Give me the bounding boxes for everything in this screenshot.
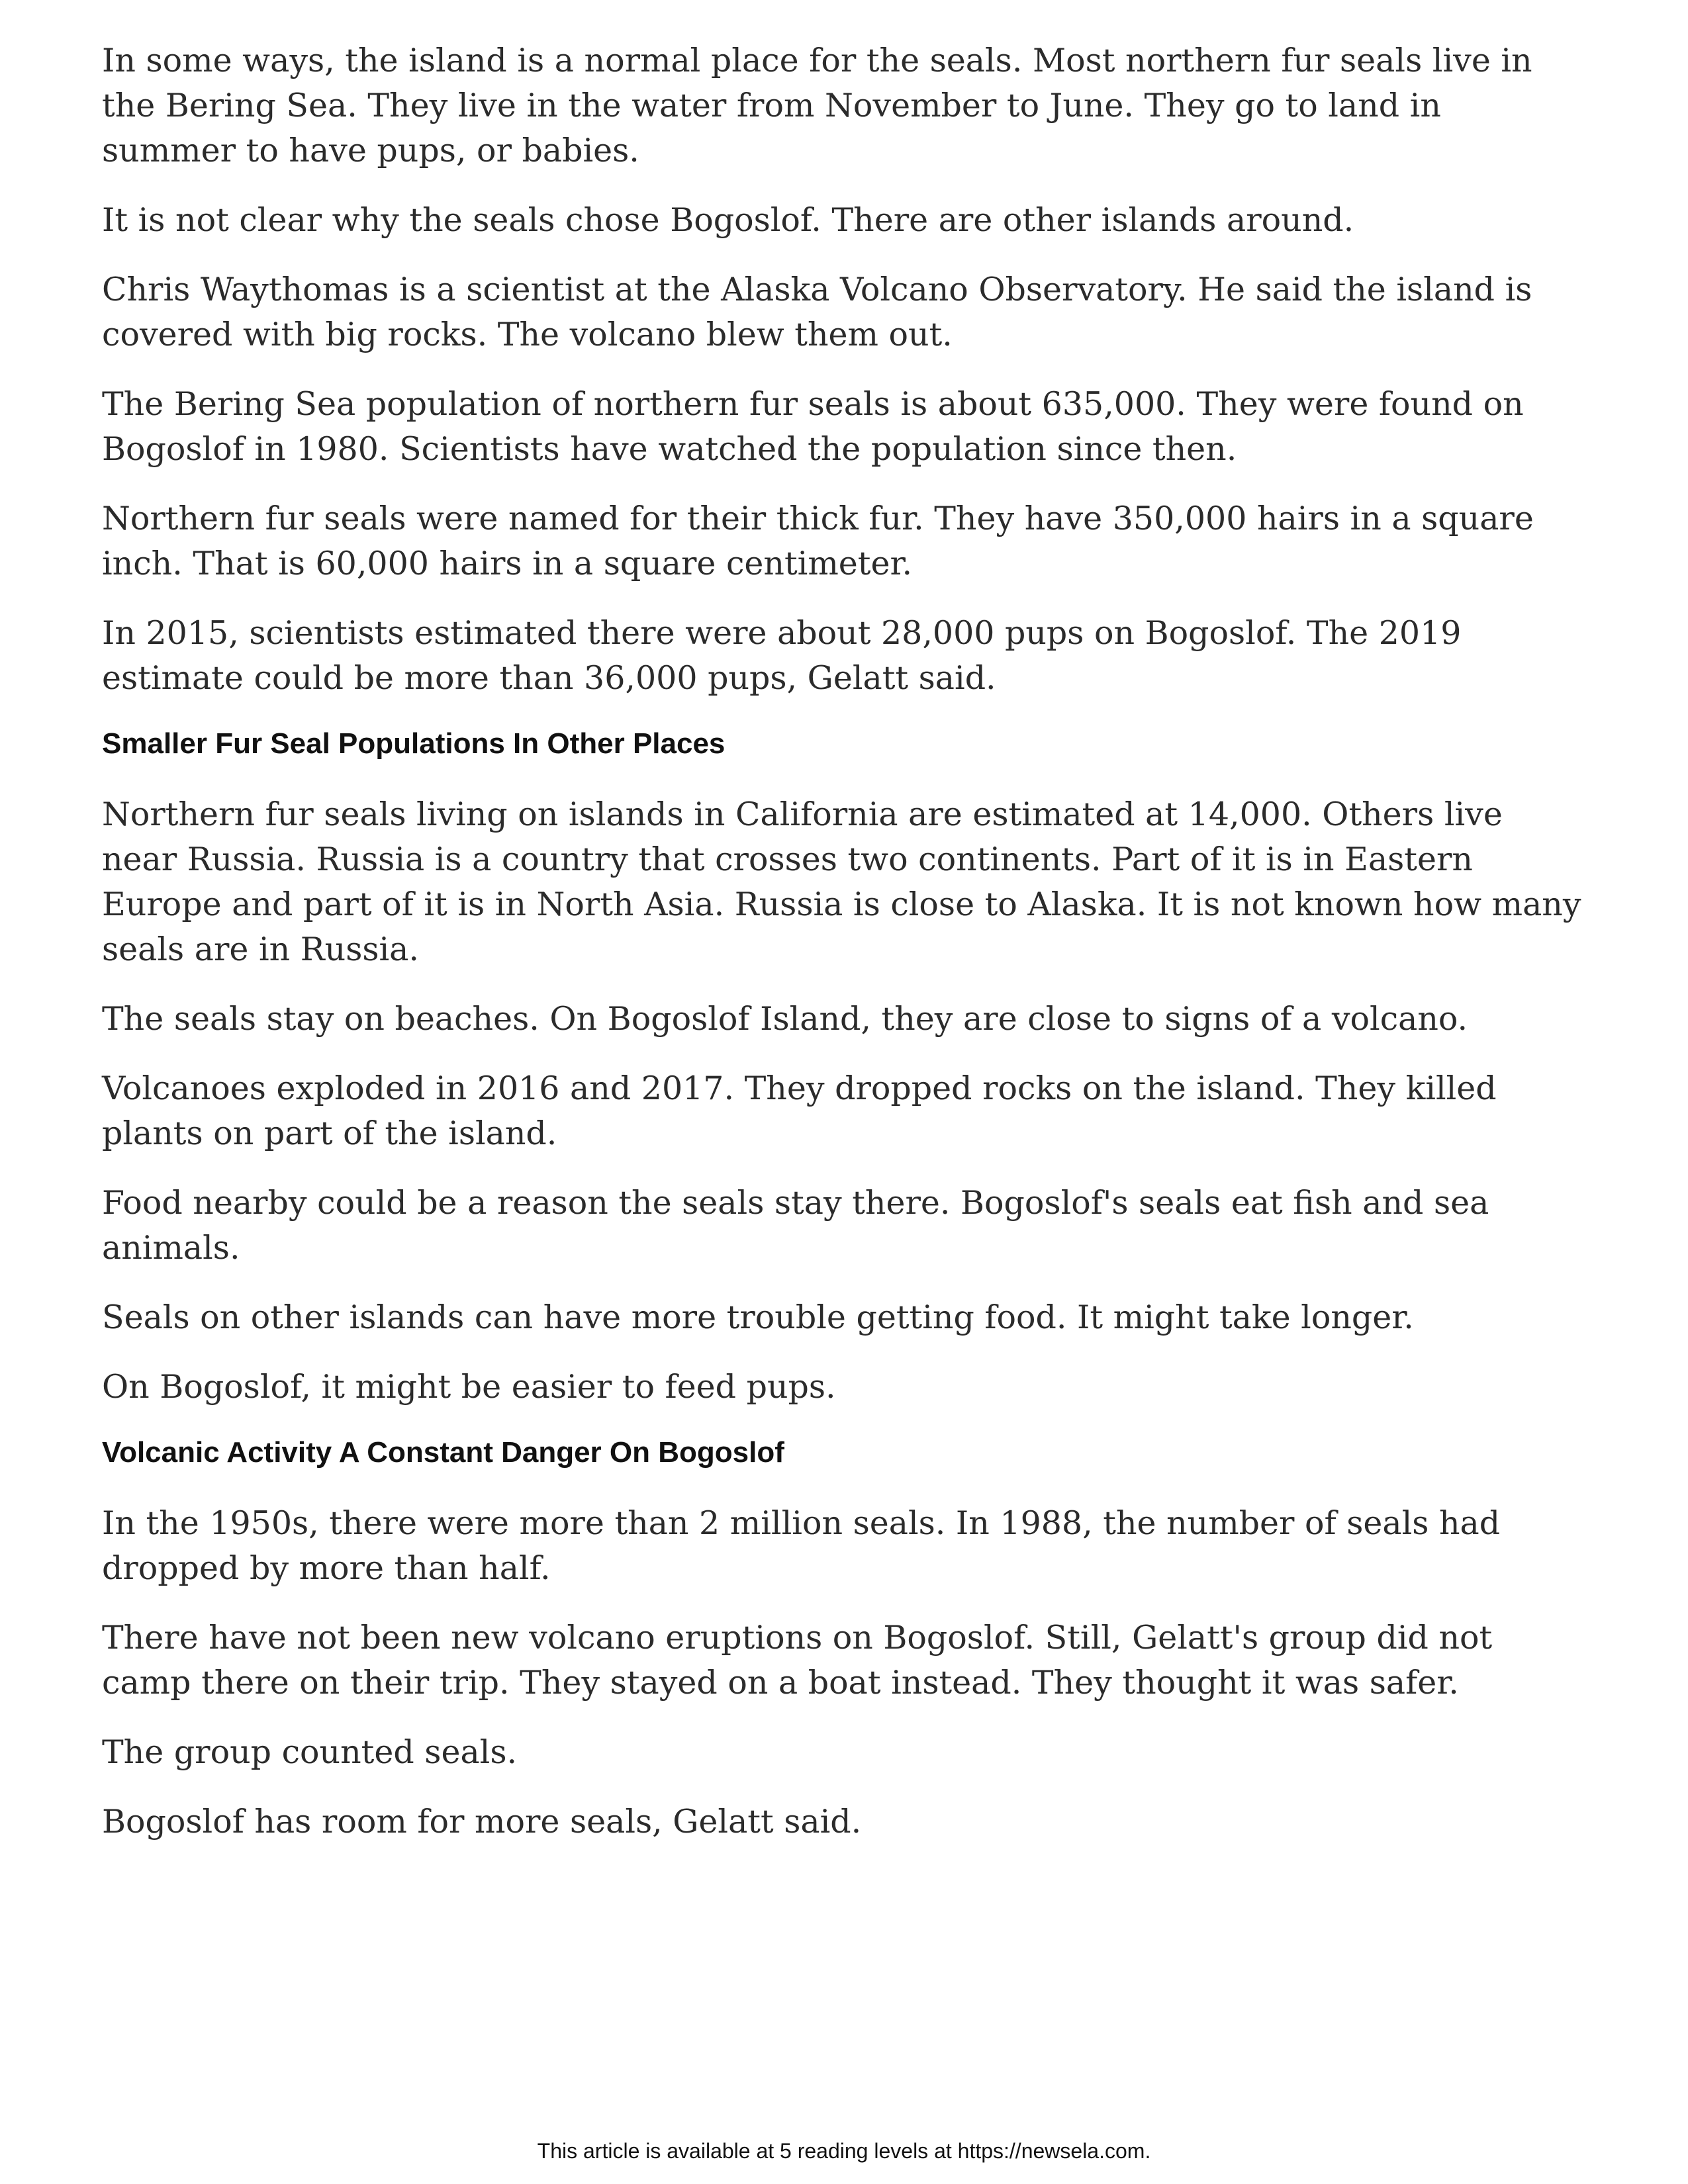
paragraph-13: In the 1950s, there were more than 2 million seals. In 1988, the number of seals had dropped by more than half.	[102, 1504, 1501, 1587]
paragraph-10: Food nearby could be a reason the seals stay there. Bogoslof's seals eat fish and sea animals.	[102, 1184, 1489, 1267]
paragraph-4: The Bering Sea population of northern fur seals is about 635,000. They were found on Bogoslof in 1980. Scientists have watched the population since then.	[102, 385, 1524, 468]
paragraph-6: In 2015, scientists estimated there were about 28,000 pups on Bogoslof. The 2019 estimate could be more than 36,000 pups, Gelatt said.	[102, 614, 1462, 697]
paragraph-5: Northern fur seals were named for their thick fur. They have 350,000 hairs in a square inch. That is 60,000 hairs in a square centimeter.	[102, 500, 1534, 582]
section-heading-smaller-populations: Smaller Fur Seal Populations In Other Places	[102, 727, 726, 760]
paragraph-1: In some ways, the island is a normal place for the seals. Most northern fur seals live in the Bering Sea. They live in the water from November to June. They go to land in summer to have pups, or babies.	[102, 42, 1532, 169]
article-body	[102, 38, 1585, 1869]
footer-reading-levels-note: This article is available at 5 reading levels at https://newsela.com.	[537, 2139, 1151, 2163]
paragraph-7: Northern fur seals living on islands in California are estimated at 14,000. Others live near Russia. Russia is a country that crosses two continents. Part of it is in Eastern Europe and part of it is in North Asia. Russia is close to Alaska. It is not known how many seals are in Russia.	[102, 796, 1581, 968]
paragraph-15: The group counted seals.	[102, 1733, 518, 1771]
paragraph-2: It is not clear why the seals chose Bogoslof. There are other islands around.	[102, 201, 1354, 239]
paragraph-8: The seals stay on beaches. On Bogoslof Island, they are close to signs of a volcano.	[102, 1000, 1468, 1038]
paragraph-12: On Bogoslof, it might be easier to feed pups.	[102, 1368, 836, 1406]
paragraph-11: Seals on other islands can have more trouble getting food. It might take longer.	[102, 1298, 1414, 1336]
paragraph-16: Bogoslof has room for more seals, Gelatt said.	[102, 1803, 862, 1841]
paragraph-14: There have not been new volcano eruptions on Bogoslof. Still, Gelatt's group did not camp there on their trip. They stayed on a boat instead. They thought it was safer.	[102, 1619, 1493, 1702]
paragraph-9: Volcanoes exploded in 2016 and 2017. They dropped rocks on the island. They killed plants on part of the island.	[102, 1069, 1497, 1152]
paragraph-3: Chris Waythomas is a scientist at the Alaska Volcano Observatory. He said the island is covered with big rocks. The volcano blew them out.	[102, 271, 1532, 353]
section-heading-volcanic-activity: Volcanic Activity A Constant Danger On Bogoslof	[102, 1436, 784, 1469]
